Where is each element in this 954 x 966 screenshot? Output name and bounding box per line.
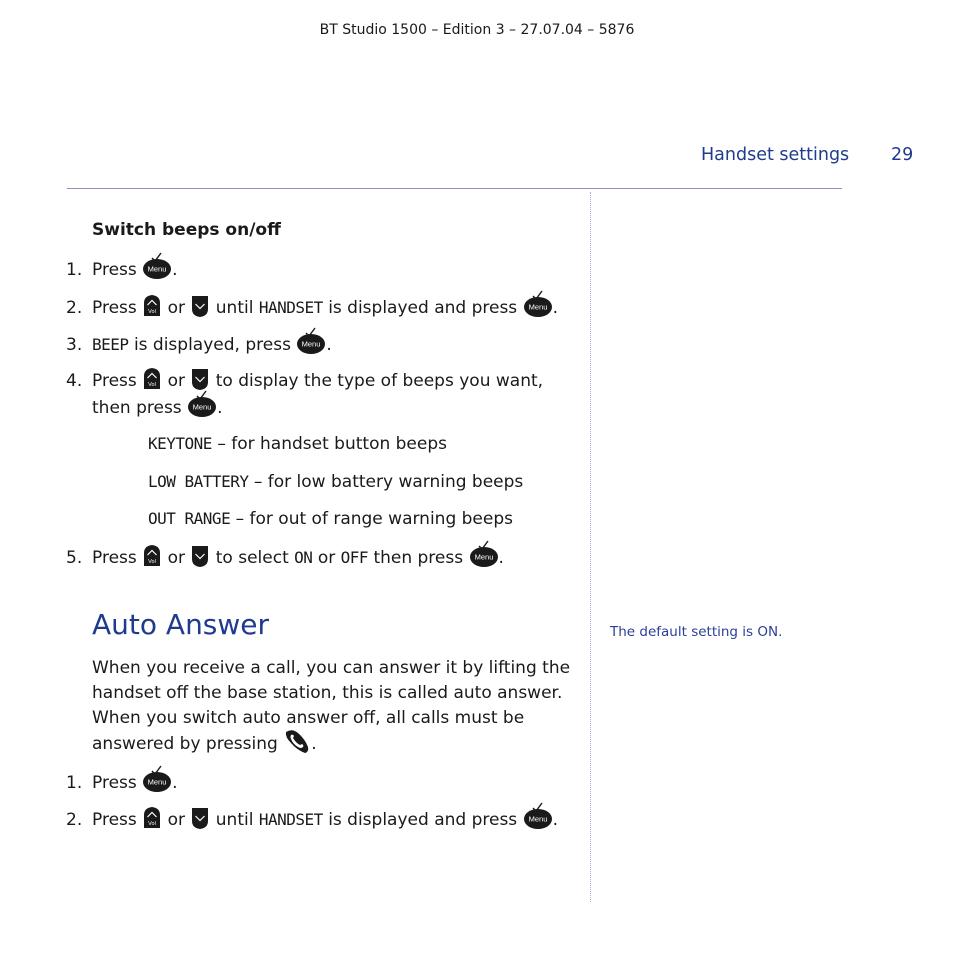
up-vol-button-icon bbox=[142, 294, 162, 318]
svg-text:Vol: Vol bbox=[148, 559, 156, 565]
page-number: 29 bbox=[891, 145, 914, 165]
up-vol-button-icon bbox=[142, 544, 162, 568]
beeps-heading: Switch beeps on/off bbox=[92, 220, 281, 240]
auto-answer-paragraph: When you receive a call, you can answer it by lifting the handset off the base station, this is called auto answer. When you switch auto answer off, all calls must be answered by pressing . bbox=[92, 658, 571, 754]
talk-button-icon bbox=[283, 728, 311, 754]
svg-text:Menu: Menu bbox=[528, 302, 547, 312]
menu-button-icon bbox=[523, 290, 553, 318]
svg-text:Vol: Vol bbox=[148, 821, 156, 827]
beeps-step-5: 5. Press Vol or to select ON or OFF then press Menu . bbox=[66, 544, 504, 572]
column-divider bbox=[590, 192, 591, 902]
menu-button-icon bbox=[142, 252, 172, 280]
auto-step-1: 1. Press Menu . bbox=[66, 769, 178, 797]
beeps-step-3: 3. BEEP is displayed, press Menu . bbox=[66, 331, 332, 359]
svg-text:Menu: Menu bbox=[147, 777, 167, 787]
up-vol-button-icon bbox=[142, 806, 162, 830]
section-title: Handset settings bbox=[701, 145, 850, 165]
beep-option-low-battery: LOW BATTERY – for low battery warning beeps bbox=[148, 472, 524, 492]
svg-text:Menu: Menu bbox=[192, 402, 212, 412]
beeps-step-2: 2. Press Vol or until HANDSET is displayed and press Menu . bbox=[66, 294, 558, 322]
svg-text:Vol: Vol bbox=[148, 309, 156, 315]
menu-button-icon bbox=[523, 802, 553, 830]
beep-option-out-range: OUT RANGE – for out of range warning beeps bbox=[148, 509, 513, 529]
beeps-step-4: 4. Press Vol or to display the type of beeps you want, then press Menu . bbox=[66, 369, 543, 422]
down-button-icon bbox=[190, 294, 210, 318]
beep-option-keytone: KEYTONE – for handset button beeps bbox=[148, 434, 448, 454]
menu-button-icon bbox=[187, 390, 217, 418]
svg-text:Menu: Menu bbox=[147, 264, 167, 274]
auto-answer-heading: Auto Answer bbox=[92, 608, 270, 641]
up-vol-button-icon bbox=[142, 367, 162, 391]
down-button-icon bbox=[190, 806, 210, 830]
menu-button-icon bbox=[142, 765, 172, 793]
header-rule bbox=[67, 188, 842, 189]
down-button-icon bbox=[190, 544, 210, 568]
auto-step-2: 2. Press Vol or until HANDSET is displayed and press Menu . bbox=[66, 806, 558, 834]
beeps-step-1: 1. Press Menu . bbox=[66, 256, 178, 284]
edition-line: BT Studio 1500 – Edition 3 – 27.07.04 – 5876 bbox=[319, 22, 635, 38]
down-button-icon bbox=[190, 367, 210, 391]
menu-button-icon bbox=[469, 540, 499, 568]
svg-text:Menu: Menu bbox=[301, 339, 321, 349]
svg-text:Menu: Menu bbox=[474, 552, 493, 562]
sidebar-note: The default setting is ON. bbox=[610, 624, 783, 640]
menu-button-icon bbox=[296, 327, 326, 355]
svg-text:Vol: Vol bbox=[148, 382, 156, 388]
svg-text:Menu: Menu bbox=[528, 814, 547, 824]
